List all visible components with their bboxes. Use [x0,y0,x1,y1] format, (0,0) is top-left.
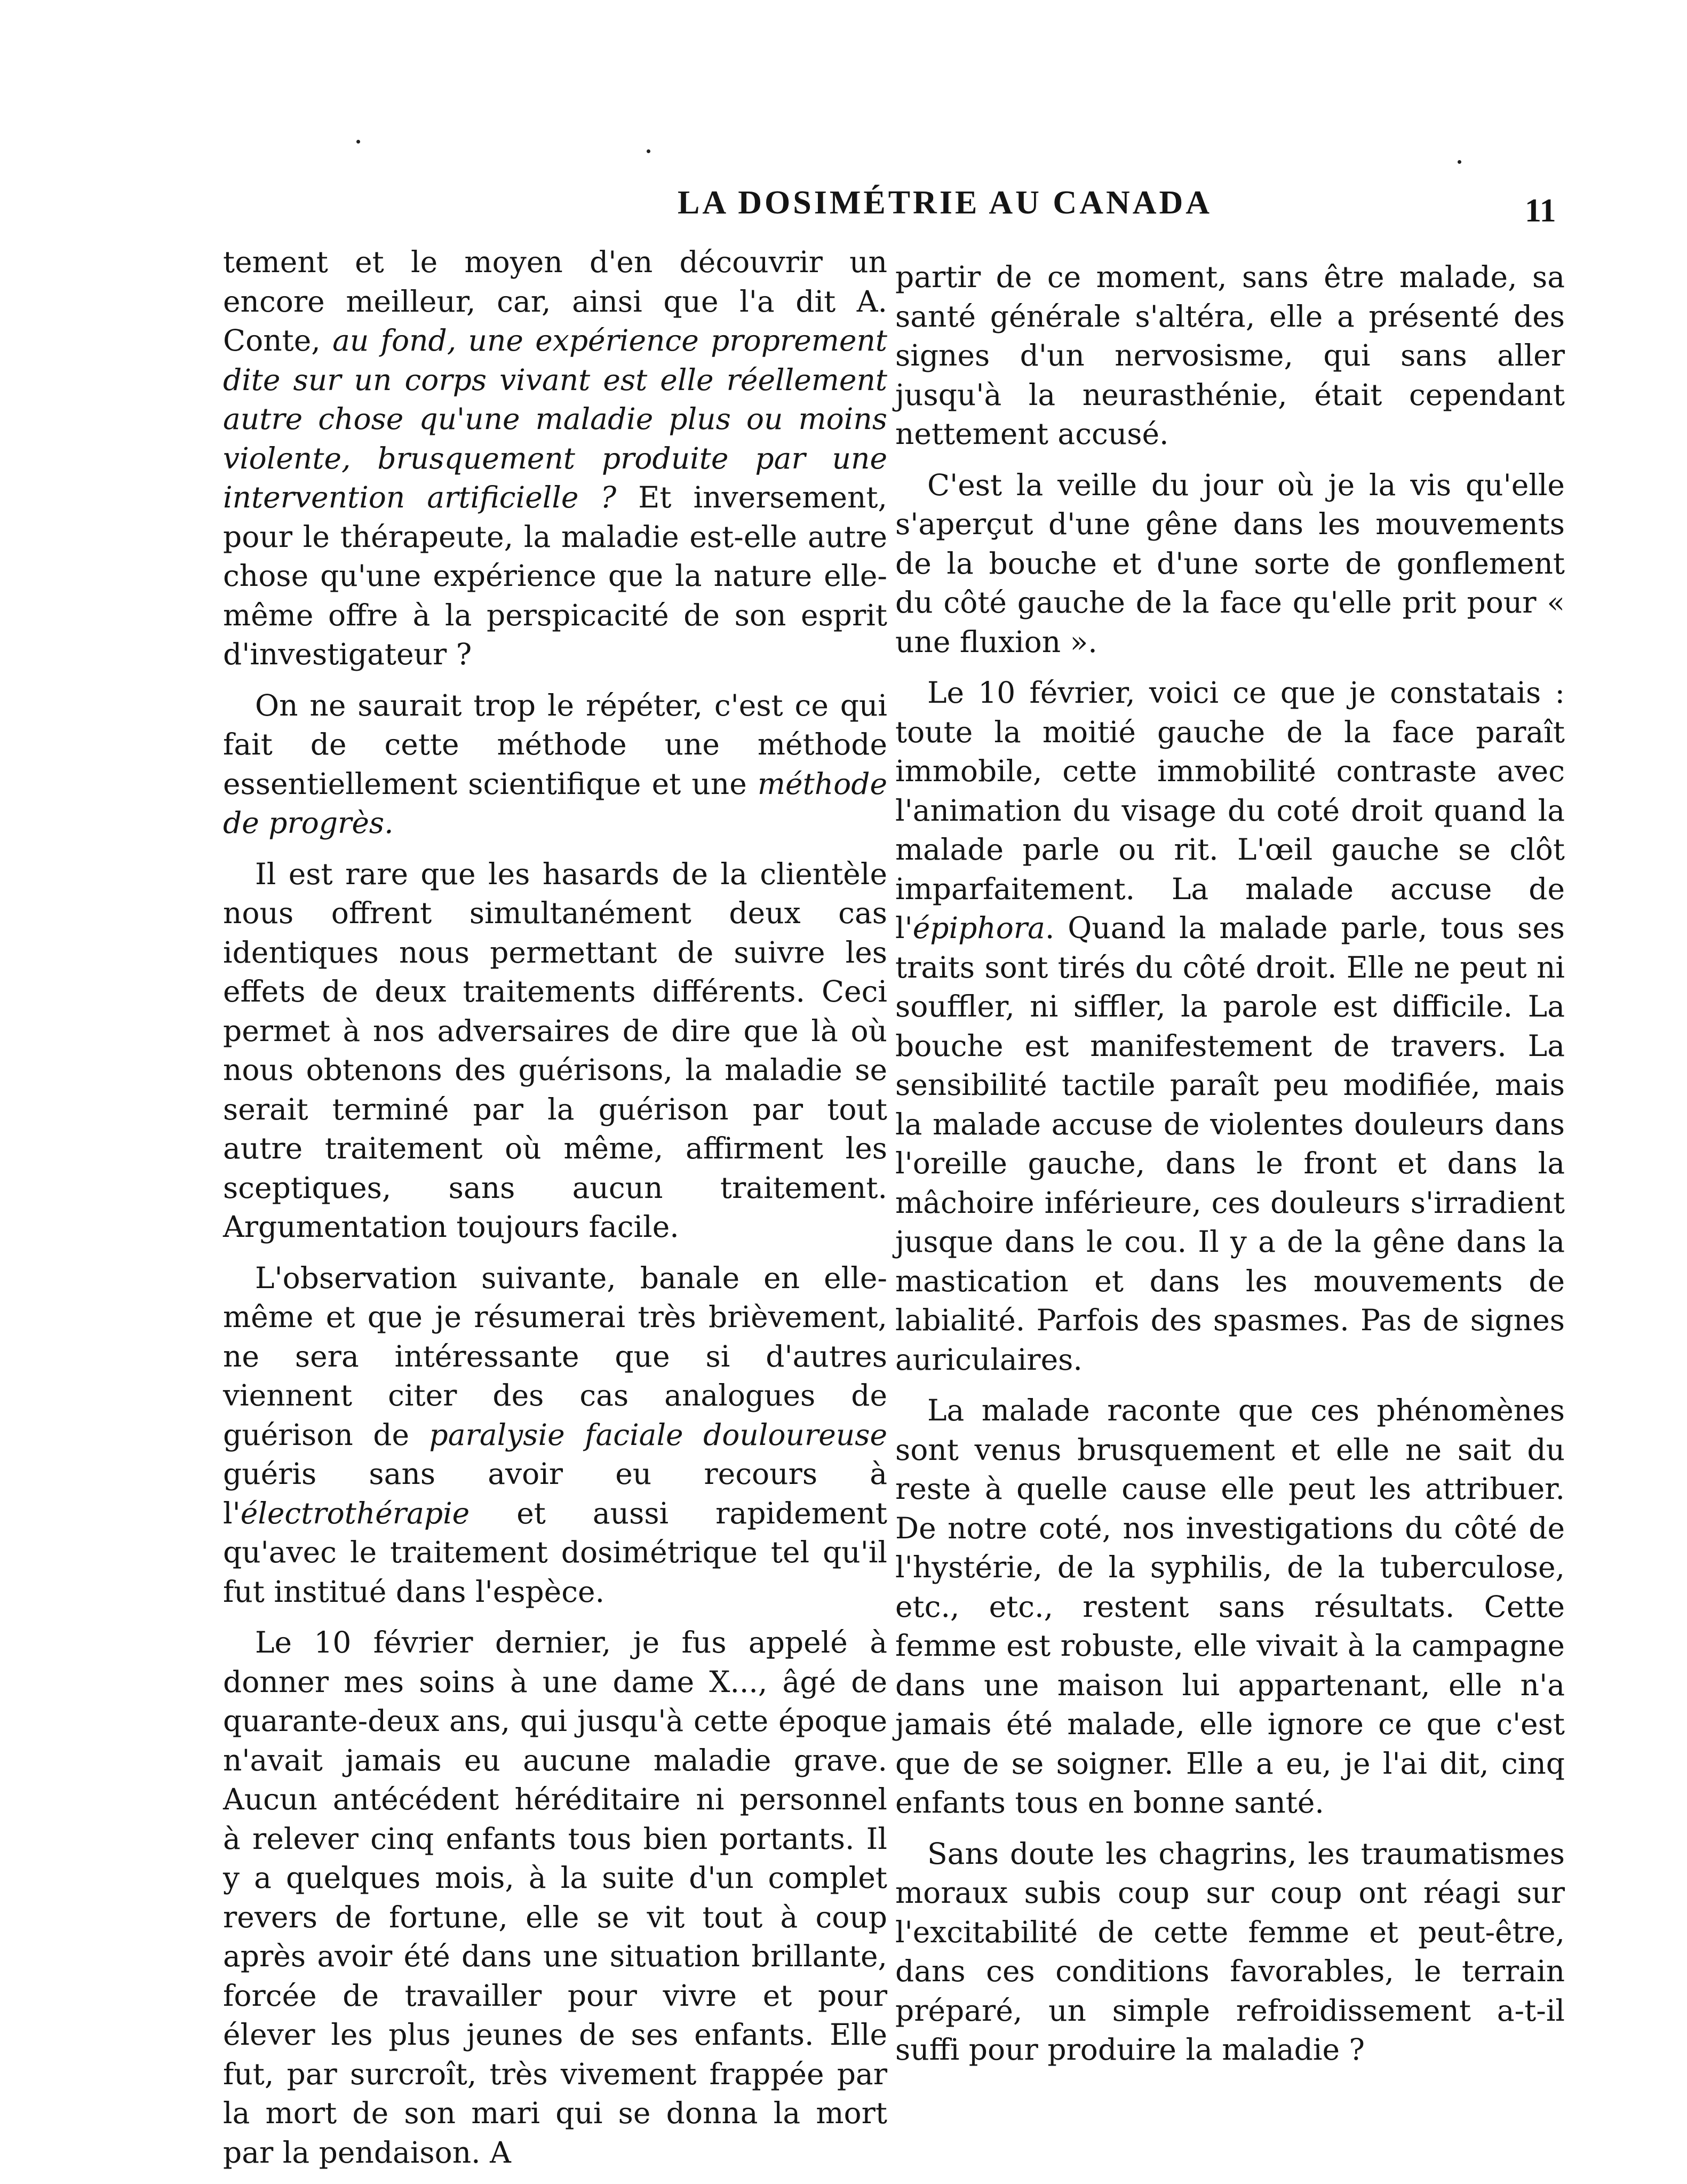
paragraph [223,243,887,674]
paragraph-text: Et inversement, pour le thérapeute, la maladie est-elle autre chose qu'une expérience que la nature elle-même offre à la perspicacité de son esprit d'investigateur ? [223,480,887,671]
paragraph: Il est rare que les hasards de la clientèle nous offrent simultanément deux cas identiques nous permettant de suivre les effets de deux traitements différents. Ceci permet à nos adversaires de dire que là où nous obtenons des guérisons, la maladie se serait terminé par la guérison par tout autre traitement où même, affirment les sceptiques, sans aucun traitement. Argumentation toujours facile. [223,856,887,1244]
paragraph-text: On ne saurait trop le répéter, c'est ce qui fait de cette méthode une méthode essentiellement scientifique et une [223,688,887,801]
paragraph-text: tement et le moyen d'en découvrir un encore meilleur, car, ainsi que l'a dit A. Conte, [223,245,887,358]
paragraph-text: L'observation suivante, banale en elle-même et que je résumerai très brièvement, ne sera intéressante que si d'autres viennent citer des cas analogues de guérison de [223,1260,887,1452]
print-speck [1458,160,1461,164]
italic-term: paralysie faciale douloureuse [429,1417,887,1452]
paragraph: C'est la veille du jour où je la vis qu'elle s'aperçut d'une gêne dans les mouvements de la bouche et d'une sorte de gonflement du côté gauche de la face qu'elle prit pour « une fluxion ». [895,467,1565,659]
paragraph: partir de ce moment, sans être malade, sa santé générale s'altéra, elle a présenté des signes d'un nervosisme, qui sans aller jusqu'à la neurasthénie, était cependant nettement accusé. [895,260,1565,451]
paragraph-text: Le 10 février, voici ce que je constatais : toute la moitié gauche de la face paraît immobile, cette immobilité contraste avec l'animation du visage du coté droit quand la malade parle ou rit. L'œil gauche se clôt imparfaitement. La malade accuse de l' [895,676,1565,945]
italic-term: épiphora [912,911,1045,945]
italic-term: méthode de progrès. [223,766,887,840]
paragraph: La malade raconte que ces phénomènes sont venus brusquement et elle ne sait du reste à quelle cause elle peut les attribuer. De notre coté, nos investigations du côté de l'hystérie, de la syphilis, de la tuberculose, etc., etc., restent sans résultats. Cette femme est robuste, elle vivait à la campagne dans une maison lui appartenant, elle n'a jamais été malade, elle ignore ce que c'est que de se soigner. Elle a eu, je l'ai dit, cinq enfants tous en bonne santé. [895,1393,1565,1820]
paragraph [895,673,1565,1379]
paragraph: Le 10 février dernier, je fus appelé à donner mes soins à une dame X..., âgé de quarante-deux ans, qui jusqu'à cette époque n'avait jamais eu aucune maladie grave. Aucun antécédent héréditaire ni personnel à relever cinq enfants tous bien portants. Il y a quelques mois, à la suite d'un complet revers de fortune, elle se vit tout à coup après avoir été dans une situation brillante, forcée de travailler pour vivre et pour élever les plus jeunes de ses enfants. Elle fut, par surcroît, très vivement frappée par la mort de son mari qui se donna la mort par la pendaison. A [223,1625,887,2170]
paragraph-text: . Quand la malade parle, tous ses traits sont tirés du côté droit. Elle ne peut ni souffler, ni siffler, la parole est difficile. La bouche est manifestement de travers. La sensibilité tactile paraît peu modifiée, mais la malade accuse de violentes douleurs dans l'oreille gauche, dans le front et dans la mâchoire inférieure, ces douleurs s'irradient jusque dans le cou. Il y a de la gêne dans la mastication et dans les mouvements de labialité. Parfois des spasmes. Pas de signes auriculaires. [895,911,1565,1377]
paragraph-text: et aussi rapidement qu'avec le traitement dosimétrique tel qu'il fut institué dans l'espèce. [223,1496,887,1609]
paragraph [223,686,887,843]
print-speck [647,149,650,153]
paragraph [223,1259,887,1612]
paragraph: Sans doute les chagrins, les traumatismes moraux subis coup sur coup ont réagi sur l'excitabilité de cette femme et peut-être, dans ces conditions favorables, le terrain préparé, un simple refroidissement a-t-il suffi pour produire la maladie ? [895,1836,1565,2067]
italic-term: électrothérapie [240,1496,470,1530]
right-column [895,258,1565,2082]
italic-quote: au fond, une expérience proprement dite sur un corps vivant est elle réellement autre chose qu'une maladie plus ou moins violente, brusquement produite par une intervention artificielle ? [223,323,887,514]
paragraph-text: guéris sans avoir eu recours à l' [223,1457,887,1530]
running-title: LA DOSIMÉTRIE AU CANADA [678,185,1213,221]
page-number: 11 [1525,193,1556,229]
print-speck [356,140,360,144]
left-column [223,243,887,2184]
